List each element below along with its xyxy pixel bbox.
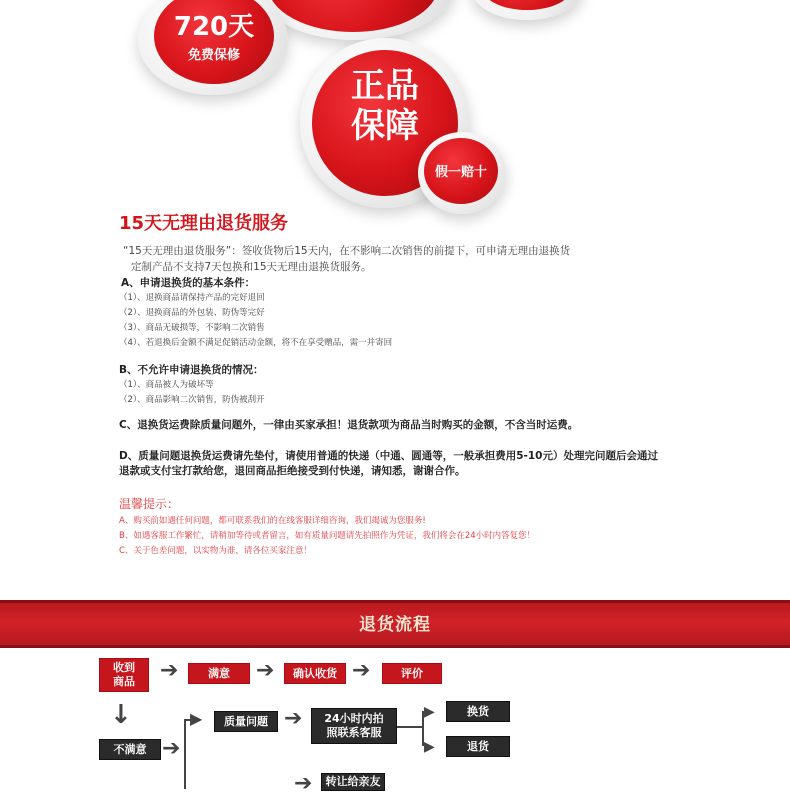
arrow-right-icon: ▶: [190, 709, 203, 728]
arrow-right-icon: ➔: [256, 658, 275, 683]
receive-line2: 商品: [113, 675, 135, 688]
warranty-days: 720天: [173, 12, 255, 42]
tips-item-3: C、关于色差问题，以实物为准，请各位买家注意！: [119, 546, 312, 556]
arrow-right-icon: ➔: [160, 658, 179, 683]
section-a-item-2: （2）、退换商品的外包装、防伪等完好: [119, 308, 265, 318]
section-a-title: A、申请退换货的基本条件：: [121, 277, 256, 289]
fake-badge-text: 假一赔十: [434, 165, 487, 180]
section-d-line2: 退款或支付宝打款给您，退回商品拒绝接受到付快递，请知悉，谢谢合作。: [119, 465, 466, 477]
receive-line1: 收到: [113, 661, 135, 674]
arrow-right-icon: ➔: [294, 771, 313, 796]
tips-item-2: B、如遇客服工作繁忙，请稍加等待或者留言，如有质量问题请先拍照作为凭证，我们将会在24小时内答复您！: [119, 531, 536, 541]
returns-title: 15天无理由退货服务: [119, 213, 289, 234]
branch-line-vertical: [184, 719, 186, 789]
section-b-title: B、不允许申请退换货的情况：: [119, 364, 264, 376]
satisfied-box: 满意: [188, 663, 250, 684]
arrow-right-icon: ➔: [162, 736, 181, 761]
quality-issue-box: 质量问题: [214, 711, 278, 732]
photo-line1: 24小时内拍: [324, 712, 384, 725]
unsatisfied-box: 不满意: [99, 739, 161, 760]
review-box: 评价: [382, 663, 442, 684]
process-title: 退货流程: [359, 615, 431, 635]
returns-intro-line1: “15天无理由退货服务”：签收货物后15天内，在不影响二次销售的前提下，可申请无理由退换货: [123, 245, 571, 257]
section-a-item-3: （3）、商品无破损等，不影响二次销售: [119, 323, 265, 333]
genuine-line2: 保障: [351, 106, 419, 146]
section-b-item-1: （1）、商品被人为破坏等: [119, 380, 214, 390]
arrow-down-icon: ↓: [110, 700, 132, 730]
section-a-item-1: （1）、退换商品请保持产品的完好退回: [119, 293, 265, 303]
section-c: C、退换货运费除质量问题外，一律由买家承担！退货款项为商品当时购买的金额，不含当时运费。: [119, 419, 579, 431]
section-d-line1: D、质量问题退换货运费请先垫付，请使用普通的快递（中通、圆通等，一般承担费用5-10元）处理完问题后会通过: [119, 450, 658, 462]
arrow-right-icon: ▶: [424, 739, 435, 755]
genuine-line1: 正品: [351, 66, 419, 106]
photo-line2: 照联系客服: [326, 726, 382, 739]
warranty-subtitle: 免费保修: [187, 48, 240, 63]
arrow-right-icon: ➔: [284, 706, 303, 731]
section-b-item-2: （2）、商品影响二次销售，防伪被刮开: [119, 395, 265, 405]
transfer-box: 转让给亲友: [321, 773, 385, 791]
photo-contact-box: [311, 708, 397, 744]
refund-box: 退货: [446, 736, 510, 757]
returns-intro-line2: 定制产品不支持7天包换和15天无理由退换货服务。: [131, 261, 372, 273]
receive-goods-box: [99, 658, 149, 692]
exchange-box: 换货: [446, 701, 510, 722]
arrow-right-icon: ➔: [352, 658, 371, 683]
arrow-right-icon: ▶: [424, 704, 435, 720]
confirm-receipt-box: 确认收货: [284, 663, 346, 684]
section-a-item-4: （4）、若退换后金额不满足促销活动金额，将不在享受赠品，需一并寄回: [119, 338, 393, 348]
tips-title: 温馨提示：: [119, 497, 180, 511]
split-line-mid: [397, 726, 423, 728]
tips-item-1: A、购买前如遇任何问题，都可联系我们的在线客服详细咨询，我们竭诚为您服务!: [119, 516, 426, 526]
